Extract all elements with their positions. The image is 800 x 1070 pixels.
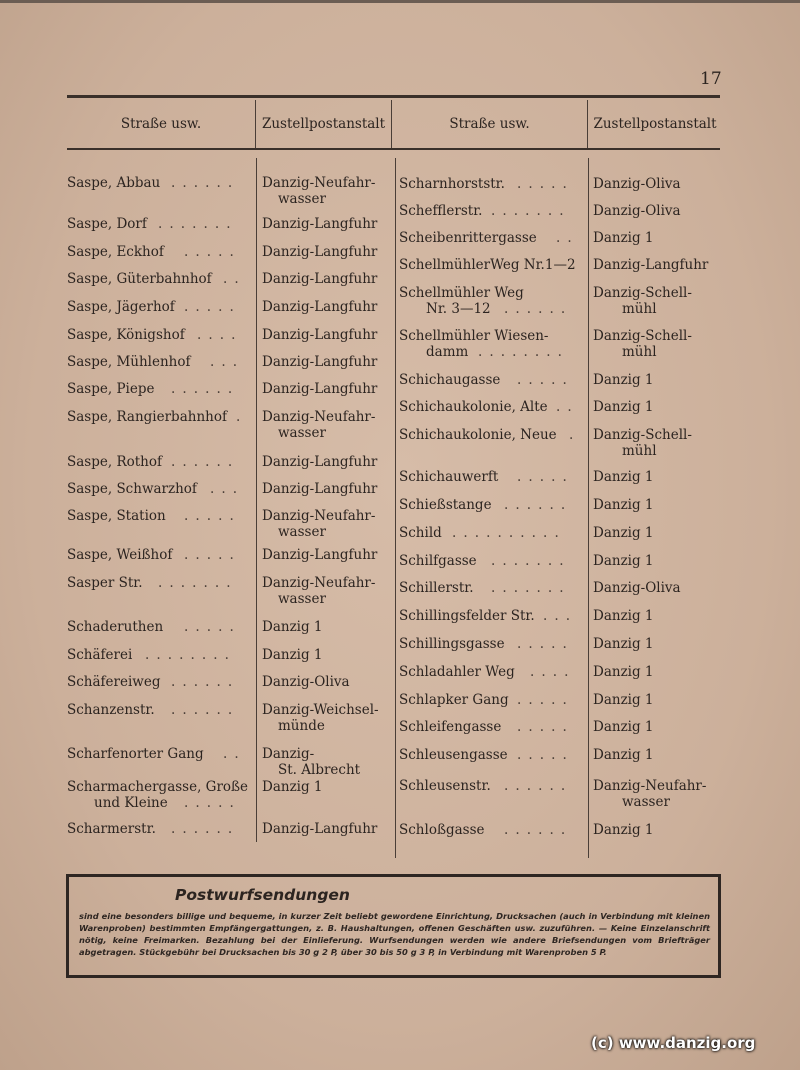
left-post-office: Danzig-Neufahr- — [262, 508, 376, 524]
table-header-rule — [67, 148, 720, 150]
left-post-office: Danzig-Langfuhr — [262, 299, 378, 315]
leader-dots: . . . . . — [517, 719, 569, 735]
left-post-office: St. Albrecht — [278, 762, 361, 778]
left-street-name: Schäfereiweg — [67, 674, 161, 690]
right-post-office: Danzig 1 — [593, 719, 654, 735]
left-street-name: Saspe, Rangierbahnhof — [67, 409, 227, 425]
left-post-office: Danzig 1 — [262, 647, 323, 663]
leader-dots: . . . . . — [517, 176, 569, 192]
left-post-office: Danzig-Weichsel- — [262, 702, 379, 718]
left-street-name: Saspe, Piepe — [67, 381, 155, 397]
page-number: 17 — [700, 69, 722, 89]
left-post-office: Danzig-Langfuhr — [262, 244, 378, 260]
right-post-office: mühl — [622, 344, 657, 360]
right-street-name: Schleifengasse — [399, 719, 502, 735]
right-street-name: Schichaugasse — [399, 372, 501, 388]
leader-dots: . . . . . . — [504, 497, 567, 513]
left-street-name: Saspe, Abbau — [67, 175, 161, 191]
left-post-office: Danzig-Neufahr- — [262, 175, 376, 191]
notice-title: Postwurfsendungen — [175, 886, 350, 904]
right-street-name: Schießstange — [399, 497, 492, 513]
right-street-name: Schellmühler Wiesen- — [399, 328, 549, 344]
right-street-name: Schillingsfelder Str. — [399, 608, 535, 624]
right-street-name: Scheibenrittergasse — [399, 230, 537, 246]
leader-dots: . — [569, 427, 575, 443]
right-street-name: Schleusengasse — [399, 747, 508, 763]
left-street-name: Sasper Str. — [67, 575, 143, 591]
left-post-office: Danzig-Langfuhr — [262, 821, 378, 837]
right-post-office: Danzig 1 — [593, 553, 654, 569]
page-top-edge — [0, 0, 800, 3]
right-post-office: Danzig-Neufahr- — [593, 778, 707, 794]
leader-dots: . . . . . — [517, 636, 569, 652]
leader-dots: . . . . . . . — [491, 580, 565, 596]
left-post-office: Danzig-Langfuhr — [262, 271, 378, 287]
left-post-office: münde — [278, 718, 325, 734]
leader-dots: . . . . . — [517, 692, 569, 708]
right-post-office: Danzig-Schell- — [593, 328, 692, 344]
leader-dots: . . . — [210, 354, 239, 370]
right-street-name: Schefflerstr. — [399, 203, 483, 219]
right-post-office: Danzig-Langfuhr — [593, 257, 709, 273]
leader-dots: . . . — [210, 481, 239, 497]
right-post-office: mühl — [622, 443, 657, 459]
left-street-name: Schanzenstr. — [67, 702, 155, 718]
left-post-office: Danzig 1 — [262, 619, 323, 635]
leader-dots: . . . . . . — [171, 821, 234, 837]
column-header-street-right: Straße usw. — [449, 116, 530, 132]
left-post-office: Danzig- — [262, 746, 315, 762]
right-street-name: Schlapker Gang — [399, 692, 509, 708]
right-post-office: wasser — [622, 794, 670, 810]
right-street-name: Schilfgasse — [399, 553, 477, 569]
leader-dots: . . . . . — [517, 372, 569, 388]
left-post-office: Danzig-Langfuhr — [262, 327, 378, 343]
left-post-office: wasser — [278, 425, 326, 441]
column-header-office-right: Zustellpostanstalt — [593, 116, 717, 132]
leader-dots: . . . . . — [517, 469, 569, 485]
leader-dots: . . . . . . . — [158, 575, 232, 591]
left-post-office: wasser — [278, 591, 326, 607]
leader-dots: . . . — [543, 608, 572, 624]
column-divider-1 — [256, 158, 257, 842]
right-post-office: Danzig-Schell- — [593, 427, 692, 443]
left-street-name: Schäferei — [67, 647, 133, 663]
copyright-watermark: (c) www.danzig.org — [591, 1034, 756, 1052]
left-post-office: wasser — [278, 191, 326, 207]
leader-dots: . . — [556, 399, 574, 415]
leader-dots: . . . . . — [184, 244, 236, 260]
left-street-name: Saspe, Güterbahnhof — [67, 271, 212, 287]
right-street-name: Schichaukolonie, Neue — [399, 427, 557, 443]
right-post-office: Danzig-Oliva — [593, 176, 681, 192]
right-street-name: Schichauwerft — [399, 469, 499, 485]
right-street-name: Schladahler Weg — [399, 664, 515, 680]
left-street-name: Saspe, Schwarzhof — [67, 481, 197, 497]
left-street-name: Saspe, Weißhof — [67, 547, 173, 563]
leader-dots: . . . . . . . . — [478, 344, 564, 360]
leader-dots: . . — [223, 271, 241, 287]
leader-dots: . . . . . . — [171, 175, 234, 191]
right-street-name: Schleusenstr. — [399, 778, 491, 794]
right-post-office: Danzig 1 — [593, 747, 654, 763]
left-street-name: Saspe, Station — [67, 508, 166, 524]
leader-dots: . . . . . . — [504, 822, 567, 838]
left-street-name: Saspe, Dorf — [67, 216, 147, 232]
leader-dots: . . . . . . — [171, 381, 234, 397]
left-street-name: Scharmerstr. — [67, 821, 156, 837]
leader-dots: . — [236, 409, 242, 425]
leader-dots: . . . . . . . . — [145, 647, 231, 663]
left-post-office: wasser — [278, 524, 326, 540]
notice-text: sind eine besonders billige und bequeme, in kurzer Zeit beliebt gewordene Einrichtung, Drucksachen (auch in Verbindung mit kleinen Warenproben) bestimmten Empfängergattungen, z. B. Haushaltungen, offenen Geschäften usw. zuzuführen. — Keine Einzelanschrift nötig, keine Freimarken. Bezahlung bei der Einlieferung. Wurfsendungen werden wie andere Briefsendungen vom Briefträger abgetragen. Stückgebühr bei Drucksachen bis 30 g 2 P, über 30 bis 50 g 3 P, in Verbindung mit Warenproben 5 P. — [79, 911, 710, 957]
leader-dots: . . . . . . — [171, 674, 234, 690]
left-street-name: Saspe, Mühlenhof — [67, 354, 191, 370]
leader-dots: . . . . — [530, 664, 570, 680]
leader-dots: . . . . . . — [171, 454, 234, 470]
left-street-name: Saspe, Jägerhof — [67, 299, 175, 315]
right-post-office: Danzig-Oliva — [593, 203, 681, 219]
notice-box — [66, 874, 721, 978]
right-street-name: Nr. 3—12 — [426, 301, 491, 317]
leader-dots: . . . . . . . — [491, 553, 565, 569]
column-header-office-left: Zustellpostanstalt — [261, 116, 386, 132]
right-post-office: Danzig 1 — [593, 469, 654, 485]
right-street-name: damm — [426, 344, 469, 360]
left-post-office: Danzig-Langfuhr — [262, 216, 378, 232]
left-post-office: Danzig 1 — [262, 779, 323, 795]
right-post-office: Danzig 1 — [593, 608, 654, 624]
right-post-office: Danzig 1 — [593, 664, 654, 680]
right-post-office: Danzig 1 — [593, 372, 654, 388]
column-header-street-left: Straße usw. — [120, 116, 202, 132]
table-top-rule — [67, 95, 720, 98]
left-street-name: Scharmachergasse, Große — [67, 779, 249, 795]
left-street-name: und Kleine — [94, 795, 168, 811]
leader-dots: . . . . . . — [504, 301, 567, 317]
leader-dots: . . . . . — [184, 508, 236, 524]
right-post-office: Danzig 1 — [593, 525, 654, 541]
right-street-name: Schichaukolonie, Alte — [399, 399, 548, 415]
left-post-office: Danzig-Langfuhr — [262, 547, 378, 563]
leader-dots: . . . . . . . — [158, 216, 232, 232]
right-street-name: Schloßgasse — [399, 822, 485, 838]
left-post-office: Danzig-Langfuhr — [262, 381, 378, 397]
right-post-office: mühl — [622, 301, 657, 317]
left-post-office: Danzig-Langfuhr — [262, 354, 378, 370]
left-street-name: Saspe, Eckhof — [67, 244, 164, 260]
right-street-name: SchellmühlerWeg Nr.1—2 — [399, 257, 576, 273]
left-street-name: Schaderuthen — [67, 619, 164, 635]
right-post-office: Danzig-Oliva — [593, 580, 681, 596]
leader-dots: . . . . . — [517, 747, 569, 763]
right-post-office: Danzig 1 — [593, 497, 654, 513]
right-street-name: Schild — [399, 525, 442, 541]
right-post-office: Danzig 1 — [593, 399, 654, 415]
leader-dots: . . . . . . — [171, 702, 234, 718]
right-post-office: Danzig 1 — [593, 230, 654, 246]
right-street-name: Schillingsgasse — [399, 636, 505, 652]
leader-dots: . . . . . . . . . . — [452, 525, 561, 541]
column-divider-3 — [588, 158, 589, 858]
right-post-office: Danzig 1 — [593, 692, 654, 708]
left-street-name: Saspe, Rothof — [67, 454, 162, 470]
right-post-office: Danzig 1 — [593, 822, 654, 838]
right-street-name: Schellmühler Weg — [399, 285, 524, 301]
leader-dots: . . — [556, 230, 574, 246]
leader-dots: . . — [223, 746, 241, 762]
left-post-office: Danzig-Langfuhr — [262, 454, 378, 470]
left-street-name: Scharfenorter Gang — [67, 746, 204, 762]
leader-dots: . . . . . — [184, 299, 236, 315]
leader-dots: . . . . . — [184, 795, 236, 811]
left-post-office: Danzig-Oliva — [262, 674, 350, 690]
leader-dots: . . . . . — [184, 547, 236, 563]
right-street-name: Schillerstr. — [399, 580, 474, 596]
leader-dots: . . . . — [197, 327, 237, 343]
right-post-office: Danzig 1 — [593, 636, 654, 652]
right-street-name: Scharnhorststr. — [399, 176, 505, 192]
right-post-office: Danzig-Schell- — [593, 285, 692, 301]
left-post-office: Danzig-Neufahr- — [262, 409, 376, 425]
left-street-name: Saspe, Königshof — [67, 327, 185, 343]
left-post-office: Danzig-Neufahr- — [262, 575, 376, 591]
left-post-office: Danzig-Langfuhr — [262, 481, 378, 497]
leader-dots: . . . . . . . — [491, 203, 565, 219]
leader-dots: . . . . . . — [504, 778, 567, 794]
column-divider-2 — [395, 158, 396, 858]
leader-dots: . . . . . — [184, 619, 236, 635]
